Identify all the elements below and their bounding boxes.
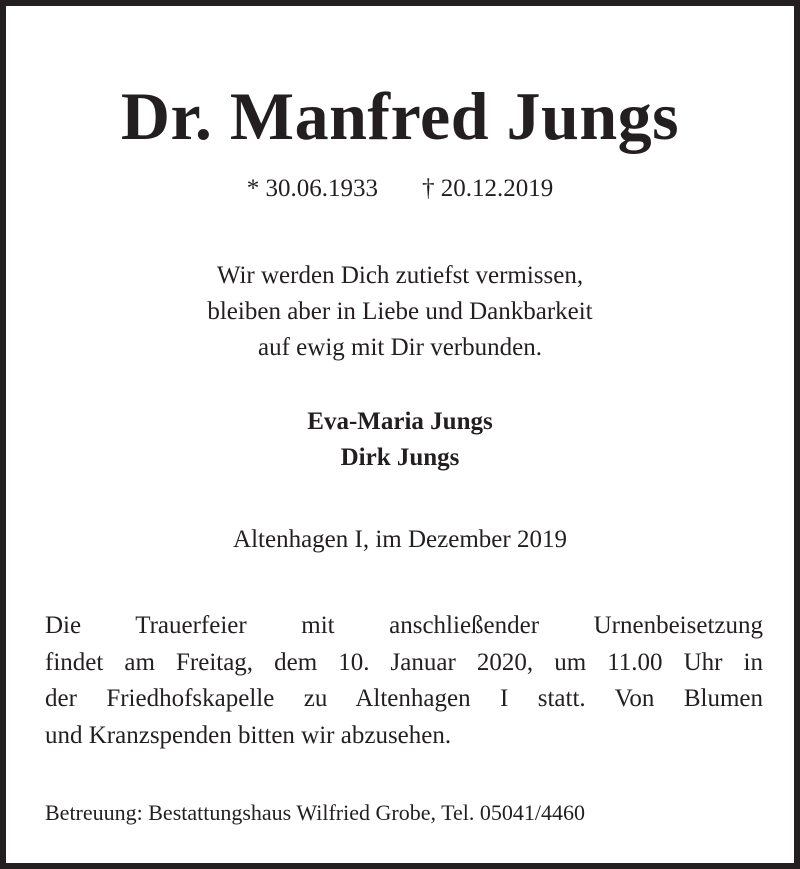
ceremony-line: und Kranzspenden bitten wir abzusehen. <box>45 721 452 749</box>
place-and-date: Altenhagen I, im Dezember 2019 <box>233 526 567 553</box>
ceremony-line: der Friedhofskapelle zu Altenhagen I statt. Von Blumen <box>45 685 763 712</box>
ceremony-line: Die Trauerfeier mit anschließender Urnenbeisetzung <box>45 612 763 639</box>
memorial-verse <box>6 258 794 366</box>
ceremony-line: findet am Freitag, dem 10. Januar 2020, um 11.00 Uhr in <box>45 648 763 676</box>
life-dates <box>6 172 794 206</box>
death-date: † 20.12.2019 <box>422 175 554 202</box>
funeral-home-credit: Betreuung: Bestattungshaus Wilfried Grobe, Tel. 05041/4460 <box>45 800 585 825</box>
birth-date: * 30.06.1933 <box>246 175 378 202</box>
deceased-name-heading: Dr. Manfred Jungs <box>120 78 680 154</box>
signer-name: Dirk Jungs <box>340 444 460 471</box>
funeral-ceremony-text <box>45 608 763 754</box>
verse-line: bleiben aber in Liebe und Dankbarkeit <box>207 298 593 325</box>
verse-line: auf ewig mit Dir verbunden. <box>258 334 542 361</box>
mourners-signature <box>6 404 794 476</box>
verse-line: Wir werden Dich zutiefst vermissen, <box>216 262 584 289</box>
signer-name: Eva-Maria Jungs <box>307 408 493 435</box>
